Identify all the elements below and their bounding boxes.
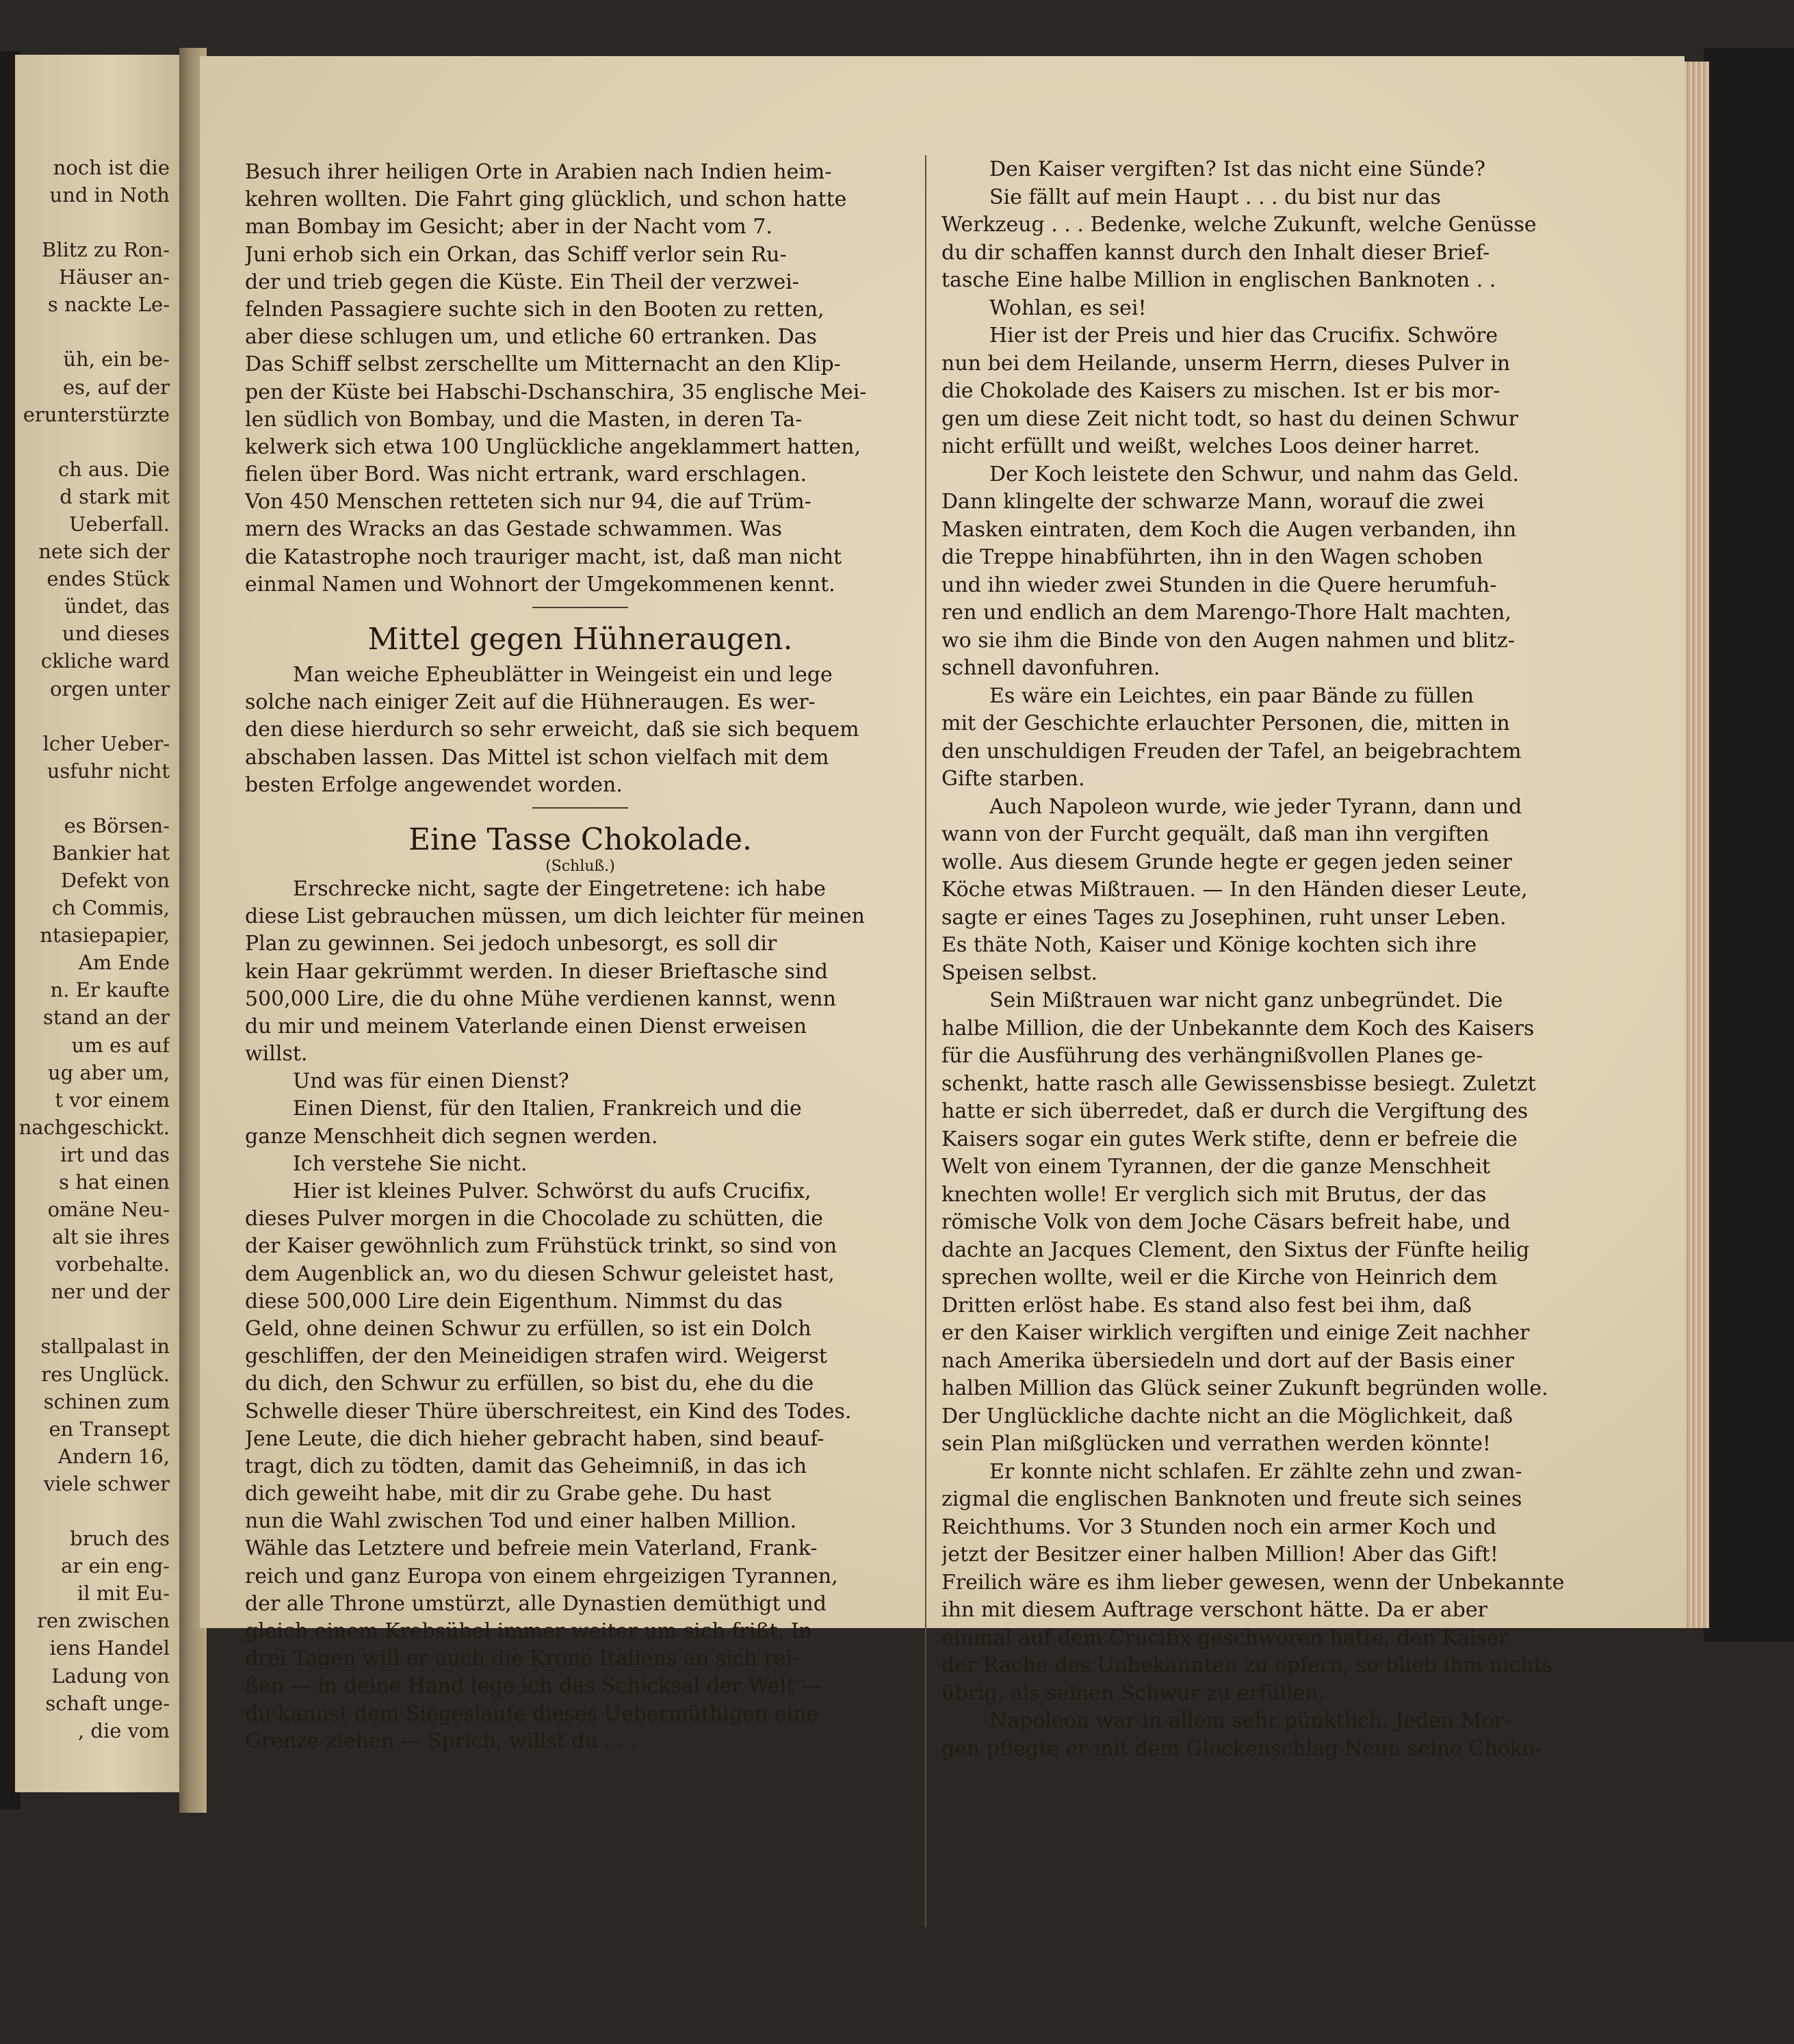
chocolate-cont-line: Hier ist der Preis und hier das Crucifix. Schwöre (989, 324, 1498, 348)
chocolate-line: Grenze ziehen — Sprich, willst du . . . (245, 1729, 638, 1753)
chocolate-cont-line: hatte er sich überredet, daß er durch die Vergiftung des (941, 1099, 1529, 1123)
left-page-line: usfuhr nicht (47, 759, 170, 783)
chocolate-line: Ich verstehe Sie nicht. (293, 1151, 528, 1176)
chocolate-cont-line: sagte er eines Tages zu Josephinen, ruht unser Leben. (941, 905, 1507, 930)
shipwreck-line: man Bombay im Gesicht; aber in der Nacht vom 7. (245, 215, 772, 239)
book-cover-right (1704, 48, 1794, 1642)
chocolate-line: du kannst dem Siegeslaufe dieses Uebermüthigen eine (245, 1701, 819, 1726)
chocolate-line: Hier ist kleines Pulver. Schwörst du aufs Crucifix, (293, 1179, 811, 1203)
chocolate-cont-line: jetzt der Besitzer einer halben Million! Aber das Gift! (941, 1543, 1498, 1567)
chocolate-cont-line: für die Ausführung des verhängnißvollen Planes ge- (941, 1044, 1483, 1068)
left-page-line: stallpalast in (40, 1335, 170, 1359)
left-page-line: res Unglück. (41, 1362, 170, 1386)
chocolate-cont-line: gen pflegte er mit dem Glockenschlag Neun seine Choko- (941, 1736, 1542, 1761)
left-page-line: es Börsen- (64, 813, 170, 837)
chocolate-cont-line: den unschuldigen Freuden der Tafel, an beigebrachtem (941, 739, 1522, 763)
left-page-line: stand an der (42, 1006, 170, 1030)
chocolate-cont-line: Der Unglückliche dachte nicht an die Möglichkeit, daß (941, 1404, 1513, 1428)
left-page-line: alt sie ihres (52, 1225, 170, 1249)
left-page-line: ch Commis, (51, 896, 170, 920)
chocolate-cont-line: Kaisers sogar ein gutes Werk stifte, denn er befreie die (941, 1127, 1518, 1151)
chocolate-cont-line: Auch Napoleon wurde, wie jeder Tyrann, dann und (989, 794, 1522, 819)
chocolate-line: tragt, dich zu tödten, damit das Geheimniß, in das ich (245, 1454, 807, 1478)
left-page-line: ug aber um, (48, 1060, 170, 1084)
left-page-line: üh, ein be- (63, 348, 170, 371)
chocolate-line: kein Haar gekrümmt werden. In dieser Brieftasche sind (245, 959, 828, 984)
chocolate-cont-line: Sie fällt auf mein Haupt . . . du bist nur das (989, 185, 1441, 209)
article-corns-remedy (245, 661, 915, 799)
left-page-line (15, 318, 170, 345)
left-page-line: ner und der (51, 1280, 170, 1304)
left-page-line: es, auf der (63, 375, 170, 399)
chocolate-cont-line: er den Kaiser wirklich vergiften und einige Zeit nachher (941, 1321, 1530, 1345)
left-page-line: s hat einen (59, 1170, 170, 1194)
chocolate-cont-line: zigmal die englischen Banknoten und freute sich seines (941, 1487, 1522, 1511)
left-page-line: d stark mit (60, 484, 170, 508)
subheading-conclusion: (Schluß.) (545, 857, 615, 875)
chocolate-line: nun die Wahl zwischen Tod und einer halben Million. (245, 1509, 797, 1534)
chocolate-line: Plan zu gewinnen. Sei jedoch unbesorgt, es soll dir (245, 932, 777, 956)
chocolate-line: Jene Leute, die dich hieher gebracht haben, sind beauf- (245, 1426, 824, 1451)
left-page-line: Am Ende (78, 951, 170, 975)
shipwreck-line: felnden Passagiere suchte sich in den Booten zu retten, (245, 297, 824, 322)
chocolate-line: willst. (245, 1042, 308, 1066)
left-page-line: endes Stück (47, 567, 170, 591)
chocolate-cont-line: schnell davonfuhren. (941, 656, 1160, 680)
chocolate-line: drei Tagen will er auch die Krone Italiens an sich rei- (245, 1647, 800, 1671)
chocolate-cont-line: halbe Million, die der Unbekannte dem Koch des Kaisers (941, 1016, 1535, 1040)
left-page-line: il mit Eu- (77, 1582, 170, 1606)
shipwreck-line: kelwerk sich etwa 100 Unglückliche angeklammert hatten, (245, 434, 861, 459)
shipwreck-line: Juni erhob sich ein Orkan, das Schiff verlor sein Ru- (245, 242, 787, 267)
corns-line: solche nach einiger Zeit auf die Hühneraugen. Es wer- (245, 690, 816, 715)
chocolate-line: Erschrecke nicht, sagte der Eingetretene: ich habe (293, 876, 826, 901)
chocolate-cont-line: Er konnte nicht schlafen. Er zählte zehn und zwan- (989, 1459, 1522, 1484)
chocolate-line: Geld, ohne deinen Schwur zu erfüllen, so ist ein Dolch (245, 1316, 811, 1341)
left-page-text-column (15, 154, 170, 1744)
left-page-line: ren zwischen (37, 1609, 170, 1633)
left-page-line: schaft unge- (45, 1691, 170, 1715)
page-stack-edge (1685, 62, 1709, 1628)
chocolate-cont-line: tasche Eine halbe Million in englischen Banknoten . . (941, 268, 1496, 292)
left-page (15, 55, 179, 1792)
separator-rule (532, 807, 628, 809)
left-page-line: ch aus. Die (57, 457, 170, 481)
left-page-line (15, 703, 170, 730)
left-page-line: und dieses (62, 622, 170, 646)
left-page-line: orgen unter (50, 677, 170, 700)
chocolate-line: Einen Dienst, für den Italien, Frankreich und die (293, 1097, 802, 1121)
left-page-line: Andern 16, (57, 1444, 170, 1468)
chocolate-cont-line: Dann klingelte der schwarze Mann, worauf die zwei (941, 490, 1485, 514)
left-page-line: ar ein eng- (61, 1554, 170, 1578)
chocolate-cont-line: einmal auf dem Crucifix geschworen hatte, den Kaiser (941, 1625, 1509, 1650)
chocolate-cont-line: die Chokolade des Kaisers zu mischen. Ist er bis mor- (941, 379, 1500, 403)
chocolate-cont-line: Köche etwas Mißtrauen. — In den Händen dieser Leute, (941, 878, 1528, 902)
shipwreck-line: Von 450 Menschen retteten sich nur 94, die auf Trüm- (245, 490, 811, 514)
chocolate-cont-line: Werkzeug . . . Bedenke, welche Zukunft, welche Genüsse (941, 213, 1537, 237)
chocolate-line: 500,000 Lire, die du ohne Mühe verdienen kannst, wenn (245, 986, 836, 1011)
chocolate-line: du dich, den Schwur zu erfüllen, so bist du, ehe du die (245, 1372, 814, 1396)
chocolate-cont-line: Welt von einem Tyrannen, der die ganze Menschheit (941, 1155, 1491, 1179)
chocolate-cont-line: Der Koch leistete den Schwur, und nahm das Geld. (989, 462, 1520, 486)
chocolate-line: dich geweiht habe, mit dir zu Grabe gehe. Du hast (245, 1482, 771, 1506)
column-right (941, 156, 1631, 1763)
chocolate-cont-line: Napoleon war in allem sehr pünktlich. Jeden Mor- (989, 1709, 1511, 1733)
chocolate-cont-line: halben Million das Glück seiner Zukunft begründen wolle. (941, 1376, 1548, 1400)
column-rule (925, 155, 926, 1927)
left-page-line: t vor einem (55, 1088, 170, 1112)
chocolate-cont-line: wann von der Furcht gequält, daß man ihn vergiften (941, 822, 1490, 846)
chocolate-line: du mir und meinem Vaterlande einen Dienst erweisen (245, 1014, 807, 1038)
right-page (200, 56, 1685, 1761)
chocolate-line: ganze Menschheit dich segnen werden. (245, 1124, 658, 1149)
chocolate-cont-line: Wohlan, es sei! (989, 296, 1147, 320)
chocolate-cont-line: ihn mit diesem Auftrage verschont hätte. Da er aber (941, 1598, 1487, 1622)
left-page-line: ündet, das (64, 594, 170, 618)
left-page-line (15, 785, 170, 812)
chocolate-cont-line: Dritten erlöst habe. Es stand also fest bei ihm, daß (941, 1293, 1472, 1318)
shipwreck-line: die Katastrophe noch trauriger macht, ist, daß man nicht (245, 545, 842, 569)
chocolate-line: diese 500,000 Lire dein Eigenthum. Nimmst du das (245, 1289, 783, 1313)
chocolate-line: ßen — in deine Hand lege ich das Schicksal der Welt — (245, 1674, 822, 1699)
left-page-line: erunterstürzte (23, 402, 170, 426)
corns-line: besten Erfolge angewendet worden. (245, 772, 623, 797)
left-page-line: iens Handel (49, 1636, 170, 1660)
separator-rule (532, 607, 628, 608)
left-page-line: um es auf (71, 1033, 170, 1057)
shipwreck-line: Besuch ihrer heiligen Orte in Arabien nach Indien heim- (245, 160, 832, 184)
chocolate-cont-line: wo sie ihm die Binde von den Augen nahmen und blitz- (941, 628, 1515, 653)
chocolate-cont-line: Gifte starben. (941, 767, 1085, 791)
chocolate-cont-line: nicht erfüllt und weißt, welches Loos deiner harret. (941, 434, 1481, 458)
chocolate-line: Und was für einen Dienst? (293, 1069, 569, 1094)
chocolate-cont-line: der Rache des Unbekannten zu opfern, so blieb ihm nichts (941, 1653, 1553, 1677)
left-page-line: ckliche ward (40, 649, 170, 673)
left-page-line (15, 1497, 170, 1525)
article-shipwreck (245, 159, 915, 599)
chocolate-cont-line: Es wäre ein Leichtes, ein paar Bände zu füllen (989, 683, 1474, 708)
chocolate-cont-line: du dir schaffen kannst durch den Inhalt dieser Brief- (941, 240, 1490, 265)
left-page-line: bruch des (70, 1527, 170, 1551)
heading-cup-of-chocolate: Eine Tasse Chokolade. (408, 822, 753, 857)
shipwreck-line: pen der Küste bei Habschi-Dschanschira, 35 englische Mei- (245, 380, 867, 404)
chocolate-line: der alle Throne umstürzt, alle Dynastien demüthigt und (245, 1591, 827, 1616)
left-page-line: und in Noth (49, 183, 170, 207)
chocolate-cont-line: nach Amerika übersiedeln und dort auf der Basis einer (941, 1348, 1514, 1373)
left-page-line: n. Er kaufte (50, 978, 170, 1002)
left-page-line: vorbehalte. (55, 1253, 170, 1276)
chocolate-line: reich und ganz Europa von einem ehrgeizigen Tyrannen, (245, 1564, 838, 1588)
left-page-line: omäne Neu- (47, 1198, 170, 1222)
chocolate-line: Schwelle dieser Thüre überschreitest, ein Kind des Todes. (245, 1399, 852, 1424)
corns-line: abschaben lassen. Das Mittel ist schon vielfach mit dem (245, 745, 829, 770)
shipwreck-line: mern des Wracks an das Gestade schwammen. Was (245, 517, 782, 542)
chocolate-cont-line: Sein Mißtrauen war nicht ganz unbegründet. Die (989, 988, 1503, 1012)
chocolate-line: geschliffen, der den Meineidigen strafen wird. Weigerst (245, 1344, 827, 1369)
chocolate-cont-line: ren und endlich an dem Marengo-Thore Halt machten, (941, 601, 1511, 625)
chocolate-cont-line: sprechen wollte, weil er die Kirche von Heinrich dem (941, 1266, 1498, 1289)
left-page-line: Ladung von (51, 1664, 170, 1688)
chocolate-cont-line: wolle. Aus diesem Grunde hegte er gegen jeden seiner (941, 850, 1512, 874)
shipwreck-line: fielen über Bord. Was nicht ertrank, ward erschlagen. (245, 462, 807, 487)
chocolate-cont-line: mit der Geschichte erlauchter Personen, die, mitten in (941, 711, 1510, 735)
left-page-line (15, 1305, 170, 1333)
chocolate-cont-line: Den Kaiser vergiften? Ist das nicht eine Sünde? (989, 157, 1485, 181)
chocolate-line: der Kaiser gewöhnlich zum Frühstück trinkt, so sind von (245, 1234, 837, 1259)
chocolate-cont-line: knechten wolle! Er verglich sich mit Brutus, der das (941, 1182, 1487, 1207)
chocolate-cont-line: Freilich wäre es ihm lieber gewesen, wenn der Unbekannte (941, 1570, 1565, 1595)
corns-line: Man weiche Epheublätter in Weingeist ein und lege (293, 663, 833, 687)
left-page-line: noch ist die (53, 156, 170, 179)
chocolate-line: gleich einem Krebsübel immer weiter um sich frißt. In (245, 1619, 812, 1643)
chocolate-cont-line: Masken eintraten, dem Koch die Augen verbanden, ihn (941, 517, 1517, 542)
chocolate-cont-line: Speisen selbst. (941, 960, 1098, 985)
shipwreck-line: einmal Namen und Wohnort der Umgekommenen kennt. (245, 572, 835, 597)
left-page-line (15, 209, 170, 236)
shipwreck-line: Das Schiff selbst zerschellte um Mitternacht an den Klip- (245, 352, 841, 377)
left-page-line: ntasiepapier, (40, 923, 170, 947)
left-page-line: Häuser an- (58, 265, 170, 289)
shipwreck-line: der und trieb gegen die Küste. Ein Theil der verzwei- (245, 270, 799, 294)
chocolate-cont-line: sein Plan mißglücken und verrathen werden könnte! (941, 1432, 1491, 1456)
left-page-line: nachgeschickt. (18, 1115, 170, 1139)
left-page-line: viele schwer (43, 1471, 170, 1495)
chocolate-cont-line: römische Volk von dem Joche Cäsars befreit habe, und (941, 1210, 1511, 1234)
corns-line: den diese hierdurch so sehr erweicht, daß sie sich bequem (245, 718, 859, 742)
left-page-line: en Transept (49, 1417, 170, 1441)
chocolate-line: Wähle das Letztere und befreie mein Vaterland, Frank- (245, 1536, 818, 1561)
chocolate-line: dieses Pulver morgen in die Chocolade zu schütten, die (245, 1207, 824, 1231)
shipwreck-line: kehren wollten. Die Fahrt ging glücklich, und schon hatte (245, 187, 847, 212)
chocolate-cont-line: Reichthums. Vor 3 Stunden noch ein armer Koch und (941, 1515, 1496, 1539)
chocolate-cont-line: übrig, als seinen Schwur zu erfüllen. (941, 1681, 1325, 1705)
left-page-line: Ueberfall. (69, 512, 170, 536)
left-page-line: schinen zum (43, 1389, 170, 1413)
article-cup-of-chocolate (245, 876, 915, 1755)
chocolate-cont-line: gen um diese Zeit nicht todt, so hast du deinen Schwur (941, 406, 1518, 431)
left-page-line: irt und das (60, 1142, 170, 1166)
left-page-line: , die vom (78, 1718, 170, 1742)
left-page-line: nete sich der (38, 540, 170, 564)
chocolate-line: diese List gebrauchen müssen, um dich leichter für meinen (245, 904, 865, 929)
chocolate-cont-line: und ihn wieder zwei Stunden in die Quere herumfuh- (941, 573, 1497, 597)
chocolate-cont-line: schenkt, hatte rasch alle Gewissensbisse besiegt. Zuletzt (941, 1071, 1536, 1096)
chocolate-cont-line: Es thäte Noth, Kaiser und Könige kochten sich ihre (941, 933, 1477, 957)
left-page-line: Blitz zu Ron- (42, 238, 170, 262)
left-page-line: Bankier hat (52, 841, 170, 865)
left-page-line (15, 428, 170, 456)
chocolate-cont-line: nun bei dem Heilande, unserm Herrn, dieses Pulver in (941, 351, 1511, 376)
left-page-line: lcher Ueber- (42, 731, 170, 755)
column-left (245, 159, 915, 1755)
shipwreck-line: len südlich von Bombay, und die Masten, in deren Ta- (245, 407, 803, 432)
left-page-line: s nackte Le- (47, 293, 170, 317)
shipwreck-line: aber diese schlugen um, und etliche 60 ertranken. Das (245, 325, 817, 350)
heading-corns-remedy: Mittel gegen Hühneraugen. (367, 622, 793, 657)
chocolate-cont-line: die Treppe hinabführten, ihn in den Wagen schoben (941, 545, 1483, 569)
chocolate-line: dem Augenblick an, wo du diesen Schwur geleistet hast, (245, 1261, 835, 1286)
left-page-line: Defekt von (60, 868, 170, 892)
chocolate-cont-line: dachte an Jacques Clement, den Sixtus der Fünfte heilig (941, 1237, 1530, 1262)
